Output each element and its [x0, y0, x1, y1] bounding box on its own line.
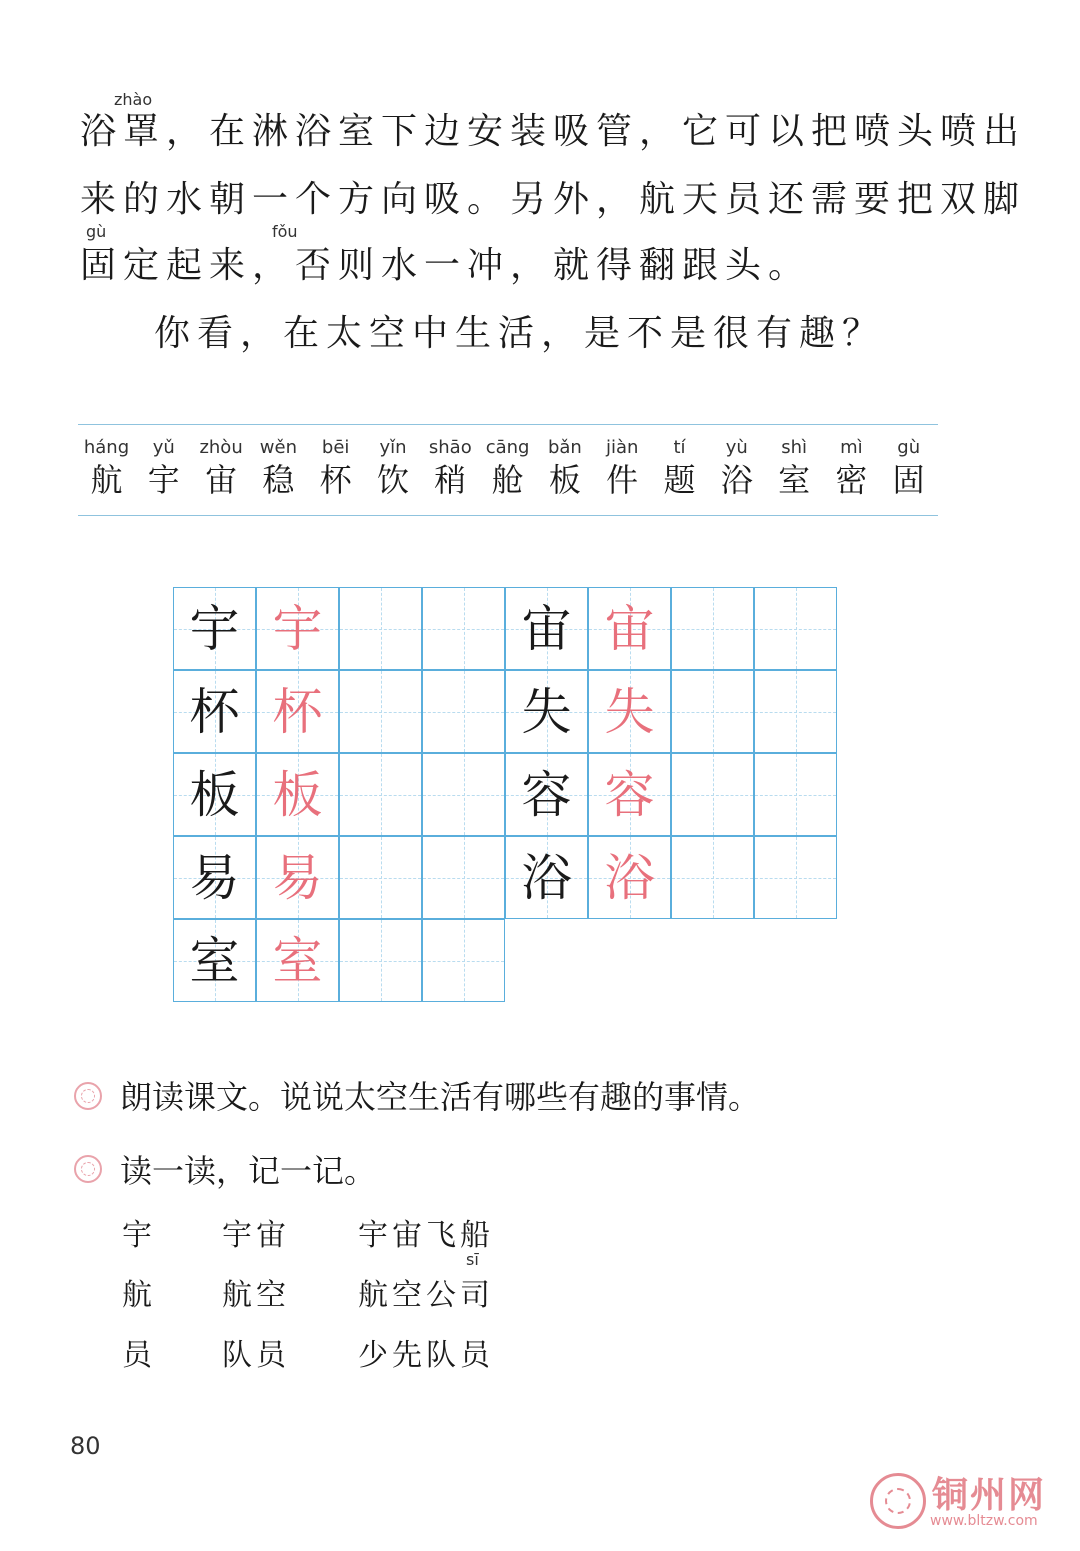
- recognize-char: [766, 436, 823, 500]
- grid-guide-horizontal: [755, 629, 836, 630]
- grid-guide-horizontal: [423, 878, 504, 879]
- grid-model-char: 宇: [189, 600, 240, 658]
- recognize-char-hanzi: 题: [663, 461, 696, 499]
- grid-trace-char: 宙: [604, 600, 655, 658]
- grid-trace-char: 板: [272, 766, 323, 824]
- pinyin-fou: fǒu: [272, 222, 298, 241]
- grid-guide-horizontal: [755, 795, 836, 796]
- word-list-a: 航: [122, 1278, 156, 1313]
- grid-model-char: 宙: [521, 600, 572, 658]
- grid-cell: [754, 753, 837, 836]
- exercise-2-text: 读一读，记一记。: [120, 1152, 377, 1190]
- passage-line-1: 浴罩，在淋浴室下边安装吸管，它可以把喷头喷出: [80, 111, 1027, 152]
- grid-cell: [505, 836, 588, 919]
- recognize-char-hanzi: 室: [778, 461, 811, 499]
- recognize-char-hanzi: 杯: [319, 461, 352, 499]
- recognize-char-pinyin: jiàn: [605, 437, 639, 458]
- grid-cell: [173, 919, 256, 1002]
- grid-cell: [422, 836, 505, 919]
- grid-guide-horizontal: [672, 629, 753, 630]
- grid-guide-horizontal: [340, 795, 421, 796]
- recognize-char-pinyin: zhòu: [199, 437, 243, 458]
- word-list-c: 航空公司: [358, 1278, 494, 1313]
- grid-cell: [588, 836, 671, 919]
- recognize-char-pinyin: yǔ: [152, 437, 175, 458]
- word-list-a: 宇: [122, 1218, 156, 1253]
- watermark-name: 铜州网: [932, 1474, 1047, 1516]
- grid-trace-char: 浴: [604, 849, 655, 907]
- grid-cell: [422, 587, 505, 670]
- grid-guide-horizontal: [423, 961, 504, 962]
- grid-guide-horizontal: [340, 961, 421, 962]
- grid-guide-horizontal: [423, 712, 504, 713]
- exercise-2-badge-icon: [74, 1155, 102, 1183]
- grid-cell: [588, 587, 671, 670]
- watermark-emblem-icon: [870, 1473, 926, 1529]
- exercise-1-text: 朗读课文。说说太空生活有哪些有趣的事情。: [120, 1078, 761, 1116]
- recognize-char: [250, 436, 307, 500]
- grid-cell: [422, 753, 505, 836]
- grid-cell: [754, 670, 837, 753]
- grid-cell: [505, 753, 588, 836]
- grid-cell: [256, 919, 339, 1002]
- grid-model-char: 易: [189, 849, 240, 907]
- grid-guide-horizontal: [672, 712, 753, 713]
- grid-cell: [754, 836, 837, 919]
- grid-trace-char: 失: [604, 683, 655, 741]
- grid-cell: [671, 670, 754, 753]
- grid-guide-horizontal: [423, 795, 504, 796]
- word-list-b: 宇宙: [222, 1218, 290, 1253]
- watermark-logo: [870, 1467, 1066, 1537]
- grid-cell: [505, 670, 588, 753]
- band-top-line: [78, 424, 938, 425]
- recognize-char-pinyin: wěn: [259, 437, 297, 458]
- grid-cell: [422, 670, 505, 753]
- word-list-c: 宇宙飞船: [358, 1218, 494, 1253]
- grid-model-char: 容: [521, 766, 572, 824]
- grid-cell: [671, 836, 754, 919]
- recognize-char: [307, 436, 364, 500]
- grid-trace-char: 室: [272, 932, 323, 990]
- recognize-char-pinyin: tí: [673, 437, 686, 458]
- recognize-char-hanzi: 宙: [205, 461, 238, 499]
- grid-cell: [173, 670, 256, 753]
- grid-cell: [588, 753, 671, 836]
- recognize-char: [536, 436, 593, 500]
- passage-line-4: 你看，在太空中生活，是不是很有趣？: [154, 313, 886, 354]
- grid-cell: [422, 919, 505, 1002]
- recognize-char-hanzi: 航: [90, 461, 123, 499]
- grid-guide-horizontal: [755, 878, 836, 879]
- recognize-char-pinyin: bēi: [321, 437, 350, 458]
- recognize-char-hanzi: 固: [892, 461, 925, 499]
- grid-cell: [256, 753, 339, 836]
- recognize-char: [594, 436, 651, 500]
- recognize-char-hanzi: 稳: [262, 461, 295, 499]
- word-list-pinyin: sī: [466, 1250, 479, 1269]
- grid-cell: [173, 753, 256, 836]
- recognize-char-hanzi: 宇: [147, 461, 180, 499]
- grid-cell: [671, 587, 754, 670]
- grid-cell: [256, 670, 339, 753]
- recognize-char-hanzi: 板: [548, 461, 581, 499]
- pinyin-gu: gù: [86, 222, 107, 241]
- grid-guide-horizontal: [755, 712, 836, 713]
- grid-model-char: 失: [521, 683, 572, 741]
- grid-trace-char: 易: [272, 849, 323, 907]
- grid-trace-char: 宇: [272, 600, 323, 658]
- pinyin-zhao: zhào: [114, 90, 153, 109]
- recognize-char-pinyin: háng: [83, 437, 130, 458]
- grid-guide-horizontal: [340, 629, 421, 630]
- recognize-char: [651, 436, 708, 500]
- recognize-char-hanzi: 件: [606, 461, 639, 499]
- grid-cell: [505, 587, 588, 670]
- grid-trace-char: 容: [604, 766, 655, 824]
- grid-guide-horizontal: [340, 878, 421, 879]
- grid-cell: [754, 587, 837, 670]
- grid-cell: [671, 753, 754, 836]
- watermark-url: www.bltzw.com: [930, 1513, 1038, 1529]
- grid-model-char: 板: [189, 766, 240, 824]
- recognize-char-pinyin: yù: [725, 437, 748, 458]
- recognize-char: [422, 436, 479, 500]
- recognize-char: [135, 436, 192, 500]
- band-bottom-line: [78, 515, 938, 516]
- grid-guide-horizontal: [672, 878, 753, 879]
- recognize-char: [365, 436, 422, 500]
- word-list-b: 队员: [222, 1338, 290, 1373]
- grid-model-char: 杯: [189, 683, 240, 741]
- recognize-char-pinyin: bǎn: [547, 437, 582, 458]
- recognize-char-pinyin: yǐn: [379, 437, 407, 458]
- grid-cell: [256, 836, 339, 919]
- word-list-a: 员: [122, 1338, 156, 1373]
- passage-line-2: 来的水朝一个方向吸。另外，航天员还需要把双脚: [80, 179, 1027, 220]
- grid-guide-horizontal: [672, 795, 753, 796]
- recognize-char-hanzi: 饮: [376, 461, 409, 499]
- recognize-char-pinyin: shāo: [428, 437, 472, 458]
- grid-cell: [339, 919, 422, 1002]
- recognize-char-hanzi: 稍: [434, 461, 467, 499]
- grid-guide-horizontal: [340, 712, 421, 713]
- recognize-char-pinyin: gù: [897, 437, 921, 458]
- word-list-b: 航空: [222, 1278, 290, 1313]
- grid-trace-char: 杯: [272, 683, 323, 741]
- grid-model-char: 室: [189, 932, 240, 990]
- passage-line-3: 固定起来，否则水一冲，就得翻跟头。: [80, 245, 812, 286]
- recognize-char-hanzi: 舱: [491, 461, 524, 499]
- recognize-char-hanzi: 密: [835, 461, 868, 499]
- grid-guide-horizontal: [423, 629, 504, 630]
- recognize-char-pinyin: shì: [781, 437, 807, 458]
- word-list-c: 少先队员: [358, 1338, 494, 1373]
- grid-cell: [588, 670, 671, 753]
- recognize-char: [479, 436, 536, 500]
- grid-cell: [256, 587, 339, 670]
- exercise-1-badge-icon: [74, 1082, 102, 1110]
- recognize-char: [193, 436, 250, 500]
- recognize-char-hanzi: 浴: [720, 461, 753, 499]
- recognize-char: [880, 436, 937, 500]
- grid-cell: [173, 587, 256, 670]
- recognize-char: [823, 436, 880, 500]
- grid-model-char: 浴: [521, 849, 572, 907]
- page-number: 80: [70, 1432, 101, 1460]
- grid-cell: [339, 753, 422, 836]
- recognize-char: [708, 436, 765, 500]
- grid-cell: [339, 587, 422, 670]
- grid-cell: [173, 836, 256, 919]
- recognize-char-pinyin: cāng: [485, 437, 530, 458]
- recognize-char-pinyin: mì: [840, 437, 863, 458]
- grid-cell: [339, 670, 422, 753]
- grid-cell: [339, 836, 422, 919]
- recognize-char: [78, 436, 135, 500]
